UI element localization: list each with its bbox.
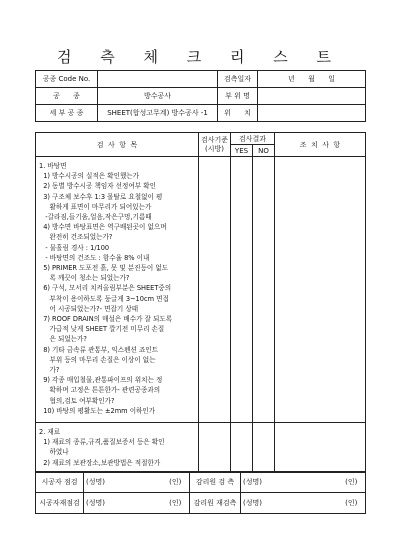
document-title: 검 측 체 크 리 스 트	[56, 48, 344, 66]
checklist-line: 1) 재료의 종류,규격,품질보증서 등은 확인	[39, 438, 165, 447]
section1-action[interactable]	[275, 157, 366, 423]
section2-action[interactable]	[275, 423, 366, 473]
standard-header-line2: (시방)	[205, 144, 224, 153]
checklist-line: 1) 방수시공의 실적은 확인했는가	[39, 172, 140, 181]
section1-standard[interactable]	[199, 157, 231, 423]
signoff-table	[35, 471, 366, 514]
section1-no[interactable]	[253, 157, 275, 423]
yes-header: YES	[231, 145, 253, 157]
section2-standard[interactable]	[199, 423, 231, 473]
contractor-check-name[interactable]: (성명)	[84, 472, 162, 493]
part-label: 부 위 명	[218, 88, 258, 105]
section2-list	[39, 427, 195, 468]
checklist-table	[35, 132, 366, 473]
checklist-line: 은 되었는가?	[39, 335, 87, 344]
checklist-line: 록 깨끗이 청소는 되었는가?	[39, 274, 130, 283]
section1-yes[interactable]	[231, 157, 253, 423]
checklist-line: 5) PRIMER 도포전 흙, 못 및 분진등이 없도	[39, 264, 169, 273]
checklist-line: 4) 방수면 바탕표면은 역구배된곳이 없으며	[39, 223, 167, 232]
supervisor-inspect-seal: (인)	[338, 472, 366, 493]
date-value[interactable]: 년 월 일	[258, 71, 366, 88]
checklist-line: 완전히 건조되었는가?	[39, 233, 113, 242]
checklist-line: - 물흘림 경사 : 1/100	[39, 243, 110, 252]
checklist-line: 2) 동별 방수시공 책임자 선정여부 확인	[39, 182, 156, 191]
contractor-recheck-name[interactable]: (성명)	[84, 493, 162, 514]
sub-label: 세 부 공 종	[36, 105, 98, 122]
checklist-line: 6) 구석, 모서리 치켜올림부분은 SHEET중의	[39, 284, 172, 293]
checklist-line: 확하며 고정은 튼튼한가- 관련공종과의	[39, 386, 161, 395]
checklist-line: 10) 바탕의 평활도는 ±2mm 이하인가	[39, 406, 156, 415]
section-heading: 2. 재료	[39, 428, 61, 436]
part-value[interactable]	[258, 88, 366, 105]
section2-no[interactable]	[253, 423, 275, 473]
contractor-recheck-label: 시공자재점검	[36, 493, 84, 514]
checklist-line: 부착이 용이하도록 둥글게 3~10cm 면접	[39, 294, 169, 303]
contractor-recheck-seal: (인)	[162, 493, 190, 514]
standard-header	[199, 133, 231, 157]
sub-value[interactable]: SHEET(합성고무계) 방수공사 -1	[98, 105, 218, 122]
checklist-line: 8) 기타 금속류 관통부, 익스펜션 죠인트	[39, 345, 159, 354]
checklist-line: 3) 구조체 보수후 1:3 몰탈로 요철없이 평	[39, 192, 163, 201]
checklist-line: 활하게 표면이 마무리가 되어있는가	[39, 202, 152, 211]
loc-label: 위 치	[218, 105, 258, 122]
result-header: 검사결과	[231, 133, 275, 145]
loc-value[interactable]	[258, 105, 366, 122]
date-label: 검측일자	[218, 71, 258, 88]
section2-yes[interactable]	[231, 423, 253, 473]
code-label: 공종 Code No.	[36, 71, 98, 88]
header-table	[35, 70, 366, 122]
checklist-line: -갈라짐,들기움,얼음,작은구멍,기름때	[39, 213, 152, 222]
action-header: 조 치 사 항	[275, 133, 366, 157]
contractor-check-seal: (인)	[162, 472, 190, 493]
section2-items	[36, 423, 199, 473]
supervisor-reinspect-label: 감리원 재검측	[190, 493, 241, 514]
items-header: 검 사 항 목	[36, 133, 199, 157]
checklist-line: 2) 재료의 보관장소,보관방법은 적절한가	[39, 458, 161, 467]
code-value[interactable]	[98, 71, 218, 88]
supervisor-reinspect-seal: (인)	[338, 493, 366, 514]
checklist-line: 가급적 낮게 SHEET 깔기전 미무리 손질	[39, 325, 165, 334]
contractor-check-label: 시공자 점검	[36, 472, 84, 493]
supervisor-inspect-label: 감리원 검 측	[190, 472, 241, 493]
checklist-line: 7) ROOF DRAIN의 매설은 배수가 잘 되도록	[39, 315, 173, 324]
work-value[interactable]: 방수공사	[98, 88, 218, 105]
supervisor-reinspect-name[interactable]: (성명)	[241, 493, 338, 514]
section-heading: 1. 바탕면	[39, 162, 67, 170]
checklist-line: 가?	[39, 366, 60, 375]
no-header: NO	[253, 145, 275, 157]
checklist-line: 9) 각종 매입철물,관통파이프의 위치는 정	[39, 376, 163, 385]
section1-items	[36, 157, 199, 423]
checklist-line: 협의,검토 여부확인가?	[39, 396, 115, 405]
section1-list	[39, 161, 195, 416]
supervisor-inspect-name[interactable]: (성명)	[241, 472, 338, 493]
work-label: 공 종	[36, 88, 98, 105]
checklist-line: 어 시공되었는가?- 면잡기 상태	[39, 304, 139, 313]
standard-header-line1: 검사기준	[201, 135, 229, 144]
checklist-line: 하였나	[39, 448, 69, 457]
checklist-line: - 바탕면의 건조도 : 함수율 8% 이내	[39, 253, 150, 262]
checklist-line: 부위 등의 마무리 손질은 이상이 없는	[39, 355, 156, 364]
